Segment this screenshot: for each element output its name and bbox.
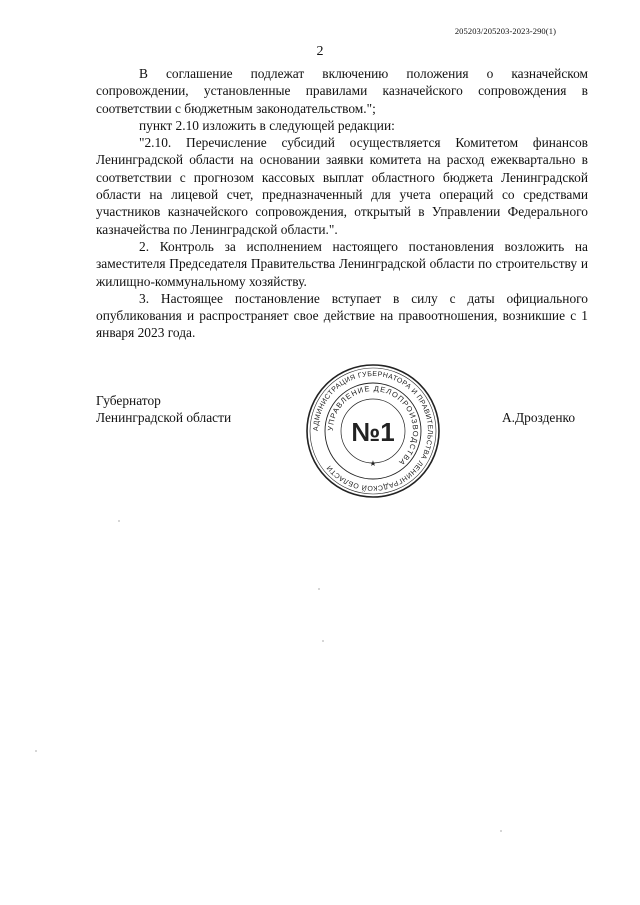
paragraph-control: 2. Контроль за исполнением настоящего постановления возложить на заместителя Председателя Правительства Ленинградской области по строительству и жилищно-коммунальному хозяйству. [96,238,588,289]
scan-speck [322,640,324,642]
scan-speck [118,520,120,522]
seal-outer-text: АДМИНИСТРАЦИЯ ГУБЕРНАТОРА И ПРАВИТЕЛЬСТВА ЛЕНИНГРАДСКОЙ ОБЛАСТИ [312,370,434,492]
scan-speck [35,750,37,752]
paragraph-clause-2-10: "2.10. Перечисление субсидий осуществляется Комитетом финансов Ленинградской области на основании заявки комитета на расход ежеквартально в соответствии с прогнозом кассовых выплат областного бюджета Ленинградской области на лицевой счет, предназначенный для учета операций со средствами участников казначейского сопровождения, открытый в Управлении Федерального казначейства по Ленинградской области.". [96,135,588,237]
signatory-title [96,392,231,427]
paragraph-effective-date: 3. Настоящее постановление вступает в силу с даты официального опубликования и распространяет свое действие на правоотношения, возникшие с 1 января 2023 года. [96,290,588,341]
page-number: 2 [316,44,324,59]
official-seal [304,362,442,500]
signatory-name: А.Дрозденко [502,410,576,425]
signatory-title-line2: Ленинградской области [96,410,232,426]
document-id: 205203/205203-2023-290(1) [454,26,556,36]
paragraph-clause-intro: пункт 2.10 изложить в следующей редакции: [139,117,395,133]
paragraph-treasury-provisions: В соглашение подлежат включению положения о казначейском сопровождении, установленные правилами казначейского сопровождения в соответствии с бюджетным законодательством."; [96,66,588,116]
seal-star-icon: ★ [369,459,377,468]
seal-center-text: №1 [351,417,395,447]
scan-speck [500,830,502,832]
document-body [96,65,588,342]
signatory-title-line1: Губернатор [96,393,161,408]
seal-inner-text: УПРАВЛЕНИЕ ДЕЛОПРОИЗВОДСТВА [325,383,421,468]
scan-speck [318,588,320,590]
official-seal-graphic [304,362,442,500]
